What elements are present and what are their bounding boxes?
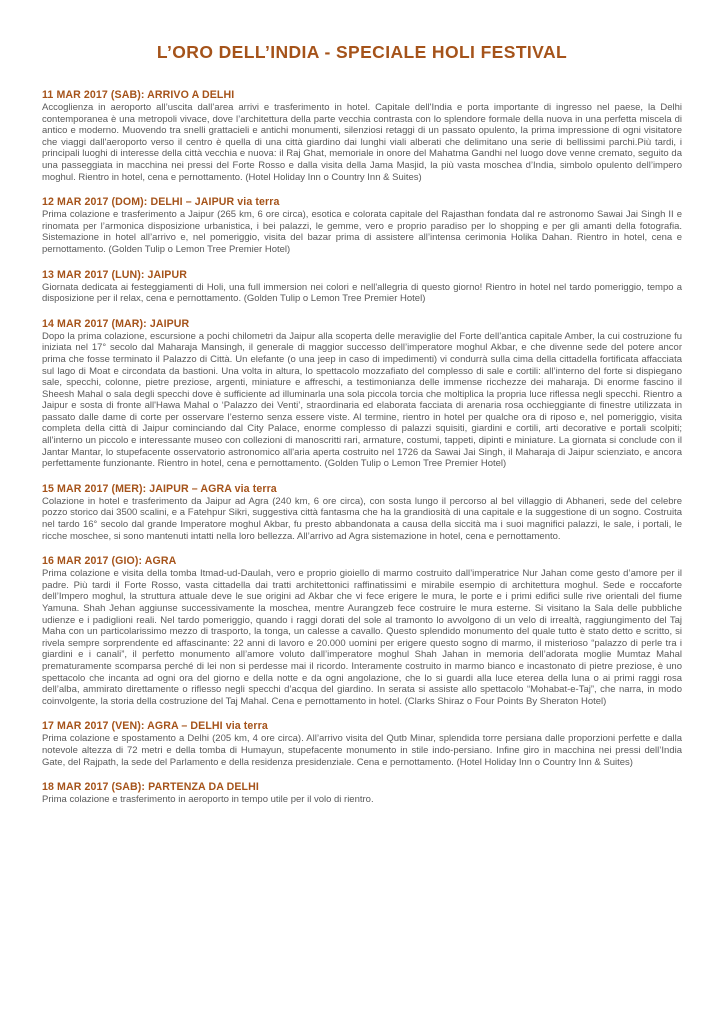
day-description: Prima colazione e trasferimento a Jaipur (265 km, 6 ore circa), esotica e colorata capitale del Rajasthan fondata dal re astronomo Sawai Jai Singh II e rinomata per l’armonica disposizione urbanistica, i bei palazzi, le gemme, vero e proprio paradiso per lo shopping e per gli amanti della fotografia. Sistemazione in hotel all’arrivo e, nel pomeriggio, visita del bazar prima di assistere all’intensa cerimonia Holika Dahan. Rientro in hotel, cena e pernottamento. (Golden Tulip o Lemon Tree Premier Hotel) (42, 209, 682, 255)
day-description: Prima colazione e trasferimento in aeroporto in tempo utile per il volo di rientro. (42, 794, 374, 806)
day-description: Giornata dedicata ai festeggiamenti di Holi, una full immersion nei colori e nell'allegria di questo giorno! Rientro in hotel nel tardo pomeriggio, tempo a disposizione per il relax, cena e pernottamento. (Golden Tulip o Lemon Tree Premier Hotel) (42, 281, 682, 305)
day-heading: 13 MAR 2017 (LUN): JAIPUR (42, 268, 187, 281)
day-description: Prima colazione e visita della tomba Itmad-ud-Daulah, vero e proprio gioiello di marmo costruito dall’imperatrice Nur Jahan come gesto d’amore per il padre. Più tardi il Forte Rosso, vasta cittadella dai tratti architettonici raffinatissimi e mirabile esempio di architettura moghul. Sede e roccaforte dell’Impero moghul, la struttura attuale deve le sue origini ad Akbar che vi fece erigere le mura, le porte e i primi edifici sulle rive orientali del fiume Yamuna. Shah Jehan aggiunse successivamente la moschea, mentre Aurangzeb fece costruire le mura esterne. Si visitano la Sala delle pubbliche udienze e i padiglioni reali. Nel tardo pomeriggio, quando i raggi dorati del sole al tramonto lo avvolgono di un velo di irrealtà, raggiungimento del Taj Maha con un particolarissimo mezzo di trasporto, la tonga, un calesse a cavallo. Questo splendido monumento del quale tutto è stato detto e scritto, si rivela sempre sorprendente ed affascinante: 22 anni di lavoro e 20.000 uomini per erigere questo sogno di marmo, il misterioso “palazzo di perle tra i giardini e i canali”, il perfetto monumento all’amore voluto dall’imperatore moghul Shah Jahan in memoria dell’adorata moglie Mumtaz Mahal prematuramente scomparsa perché di lei non si perdesse mai il ricordo. Interamente costruito in marmo bianco e incastonato di pietre preziose, è uno spettacolo che incanta ad ogni ora del giorno e della notte e da ogni angolazione, che lo si guardi alla luce eterea della luna o ai primi raggi rosa dell’alba, ammirato direttamente o riflesso negli specchi d’acqua del giardino. In serata si assiste allo spettacolo “Mohabat-e-Taj”, che narra, in modo coinvolgente, la storia della costruzione del Taj Mahal. Cena e pernottamento in hotel. (Clarks Shiraz o Four Points By Sheraton Hotel) (42, 568, 682, 707)
day-heading: 16 MAR 2017 (GIO): AGRA (42, 555, 177, 568)
day-heading: 15 MAR 2017 (MER): JAIPUR – AGRA via terra (42, 482, 277, 495)
itinerary-day-1 (42, 89, 682, 183)
day-description: Accoglienza in aeroporto all’uscita dall’area arrivi e trasferimento in hotel. Capitale dell'India e porta importante di ingresso nel paese, la Delhi contemporanea è una metropoli vivace, dove l’architettura della parte vecchia contrasta con lo splendore formale della nuova in una perfetta miscela di antico e moderno. Muovendo tra snelli grattacieli e antichi monumenti, silenziosi retaggi di un passato opulento, la prima impressione di ogni visitatore che viaggi dall'aeroporto verso il centro è quella di una città giardino dai lunghi viali alberati che delimitano una serie di bellissimi parchi.Più tardi, i principali luoghi di interesse della città vecchia e nuova: il Raj Ghat, memoriale in onore del Mahatma Gandhi nel luogo dove venne cremato, seguito da una passeggiata in macchina nei pressi del Forte Rosso e dalla visita della Jama Masjid, la più vasta moschea d’India, simbolo opulento dell’impero moghul. Rientro in hotel, cena e pernottamento. (Hotel Holiday Inn o Country Inn & Suites) (42, 102, 682, 183)
day-description: Prima colazione e spostamento a Delhi (205 km, 4 ore circa). All’arrivo visita del Qutb Minar, splendida torre persiana dalle proporzioni perfette e dalla notevole altezza di 72 metri e della tomba di Humayun, stupefacente monumento in stile indo-persiano. Infine giro in macchina nei pressi dell’India Gate, del Rajpath, la sede del Parlamento e della residenza presidenziale. Cena e pernottamento. (Hotel Holiday Inn o Country Inn & Suites) (42, 733, 682, 768)
day-description: Colazione in hotel e trasferimento da Jaipur ad Agra (240 km, 6 ore circa), con sosta lungo il percorso al bel villaggio di Abhaneri, sede del celebre pozzo storico dai 3500 scalini, e a Fatehpur Sikri, suggestiva città fantasma che ha la grandiosità di una capitale e la suggestione di un sogno. Costruita nel tardo 16° secolo dal grande Imperatore moghul Akbar, fu presto abbandonata a causa della siccità ma i suoi magnifici palazzi, le sale, i portali, le ricche moschee, si sono mantenuti intatti nella loro bellezza. All’arrivo ad Agra sistemazione in hotel, cena e pernottamento. (42, 495, 682, 542)
itinerary-day-2 (42, 196, 682, 255)
itinerary-day-3 (42, 269, 682, 305)
day-heading: 18 MAR 2017 (SAB): PARTENZA DA DELHI (42, 781, 259, 794)
day-heading: 17 MAR 2017 (VEN): AGRA – DELHI via terra (42, 720, 268, 733)
itinerary-day-4 (42, 318, 682, 470)
itinerary-day-6 (42, 555, 682, 707)
itinerary-day-5 (42, 483, 682, 542)
itinerary-day-8 (42, 781, 682, 806)
day-heading: 12 MAR 2017 (DOM): DELHI – JAIPUR via terra (42, 196, 280, 209)
document-title: L’ORO DELL’INDIA - SPECIALE HOLI FESTIVAL (156, 42, 568, 62)
day-heading: 14 MAR 2017 (MAR): JAIPUR (42, 317, 190, 330)
itinerary-day-7 (42, 720, 682, 768)
day-heading: 11 MAR 2017 (SAB): ARRIVO A DELHI (42, 89, 235, 101)
day-description: Dopo la prima colazione, escursione a pochi chilometri da Jaipur alla scoperta delle meraviglie del Forte dell’antica capitale Amber, la cui costruzione fu iniziata nel 17° secolo dal Maharaja Mansingh, il generale di maggior successo dell’imperatore moghul Akbar, e che divenne sede del potere ancor prima che fosse terminato il Palazzo di Città. Un elefante (o una jeep in caso di impedimenti) vi condurrà sulla cima della cittadella fortificata affacciata sul lago di Moat e circondata da bastioni. Una volta in altura, lo spettacolo mozzafiato del complesso di sale e cortili: all’interno del forte si dispiegano sale, specchi, colonne, pietre preziose, argenti, miniature e affreschi, a testimonianza delle immense ricchezze dei maharaja. Di enorme fascino il Sheesh Mahal o sala degli specchi dove è sufficiente ad illuminarla una sola piccola torcia che moltiplica la propria luce riflessa negli specchi. Rientro a Jaipur e sosta di fronte all'Hawa Mahal o ‘Palazzo dei Venti’, straordinaria ed elaborata facciata di arenaria rosa occhieggiante di finestre utilizzata in passato dalle dame di corte per osservare l’esterno senza essere viste. Al termine, rientro in hotel per qualche ora di riposo e, nel pomeriggio, visita completa della città di Jaipur cominciando dal City Palace, enorme complesso di palazzi squisiti, giardini e cortili, arti decorative e portali scolpiti; all’interno un piccolo e interessante museo con collezioni di manoscritti rari, armature, costumi, tappeti, dipinti e miniature. La giornata si conclude con il Jantar Mantar, lo stupefacente osservatorio astronomico all'aria aperta costruito nel 1726 da Sawai Jai Singh, il Maharaja di Jaipur scienziato, e ancora perfettamente funzionante. Rientro in hotel, cena e pernottamento. (Golden Tulip o Lemon Tree Premier Hotel) (42, 330, 682, 470)
